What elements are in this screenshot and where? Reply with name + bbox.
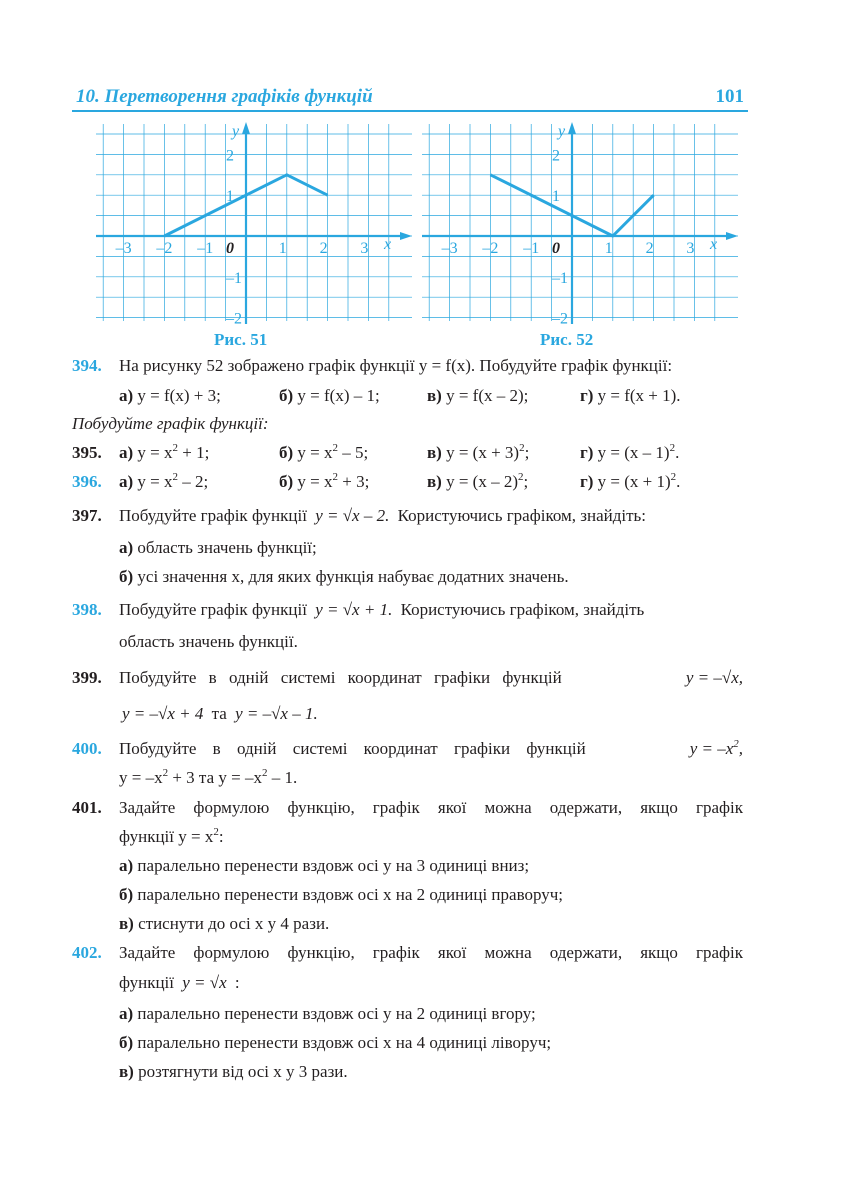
y-tick-label: –1	[226, 269, 242, 287]
exercise-394-b: б) y = f(x) – 1;	[279, 386, 380, 405]
y-axis-label: y	[558, 123, 566, 140]
exercise-402-v: в) розтягнути від осі x у 3 рази.	[119, 1062, 348, 1081]
exercise-397-text: Побудуйте графік функції	[119, 506, 307, 525]
exercise-394-number: 394.	[72, 356, 102, 375]
exercise-395-b: б) $y = x^2 - 5$;	[279, 442, 369, 462]
exercise-394-g: г) y = f(x + 1).	[580, 386, 681, 405]
y-axis-arrow	[568, 122, 576, 134]
y-tick-label: 1	[226, 188, 234, 206]
exercise-396-g: г) $y = (x + 1)^2$.	[580, 471, 681, 491]
exercise-396-v: в) y = (x – 2)$^2$;	[427, 471, 529, 491]
exercise-398-text: Побудуйте графік функції	[119, 600, 307, 619]
exercise-397-text-after: Користуючись графіком, знайдіть:	[397, 506, 647, 525]
x-tick-label: 3	[686, 240, 695, 257]
figure-51-graph	[94, 120, 414, 325]
x-axis-label: x	[384, 236, 392, 253]
instruction: Побудуйте графік функції:	[72, 414, 269, 433]
exercise-398-formula: y = √x + 1.	[315, 600, 393, 619]
exercise-402-line2	[119, 972, 240, 994]
exercise-401-b: б) паралельно перенести вздовж осі x на 2 одиниці праворуч;	[119, 885, 564, 904]
exercise-402-text: функції	[119, 973, 174, 992]
exercise-395-a: а) $y = x^2 + 1$;	[119, 442, 210, 462]
origin-label: 0	[226, 240, 234, 257]
x-tick-label: 1	[604, 240, 613, 257]
exercise-402-colon: :	[234, 973, 240, 992]
exercise-398-number: 398.	[72, 600, 102, 619]
exercise-396-b: б) $y = x^2 + 3$;	[279, 471, 370, 491]
exercise-402-formula: y = √x	[182, 973, 227, 992]
exercise-396-number: 396.	[72, 472, 102, 491]
exercise-402-a: а) паралельно перенести вздовж осі y на 2 одиниці вгору;	[119, 1004, 536, 1023]
x-tick-label: –2	[156, 240, 173, 257]
x-axis-arrow	[726, 232, 738, 240]
exercise-401-v: в) стиснути до осі x у 4 рази.	[119, 914, 330, 933]
y-tick-label: 1	[552, 188, 560, 206]
y-axis-label: y	[232, 123, 240, 140]
x-tick-label: –1	[197, 240, 214, 257]
exercise-399-formula1: y = –√x,	[685, 668, 743, 687]
chapter-title: 10. Перетворення графіків функцій	[76, 86, 373, 107]
exercise-402-b: б) паралельно перенести вздовж осі x на 4 одиниці ліворуч;	[119, 1033, 552, 1052]
exercise-400-text: Побудуйте в одній системі координат графіки функцій	[119, 739, 586, 758]
x-tick-label: 3	[360, 240, 369, 257]
x-axis-arrow	[400, 232, 412, 240]
page-header	[72, 86, 748, 112]
exercise-401-line1: Задайте формулою функцію, графік якої можна одержати, якщо графік	[119, 798, 743, 817]
y-tick-label: –2	[552, 310, 568, 325]
exercise-397-b: б) усі значення x, для яких функція набуває додатних значень.	[119, 567, 569, 586]
exercise-399-number: 399.	[72, 668, 102, 687]
x-tick-label: –2	[482, 240, 499, 257]
x-tick-label: 1	[278, 240, 287, 257]
y-axis-arrow	[242, 122, 250, 134]
x-tick-label: –1	[523, 240, 540, 257]
figure-52-caption: Рис. 52	[540, 330, 594, 349]
exercise-395-g: г) y = (x – 1)$^2$.	[580, 442, 680, 462]
page-number: 101	[715, 86, 744, 107]
x-tick-label: –3	[441, 240, 458, 257]
exercise-401-a: а) паралельно перенести вздовж осі y на 3 одиниці вниз;	[119, 856, 530, 875]
exercise-401-number: 401.	[72, 798, 102, 817]
exercise-394-text: На рисунку 52 зображено графік функції y = f(x). Побудуйте графік функції:	[119, 356, 673, 375]
exercise-394-a: а) y = f(x) + 3;	[119, 386, 221, 405]
origin-label: 0	[552, 240, 560, 257]
exercise-398-line2: область значень функції.	[119, 632, 298, 651]
y-tick-label: 2	[226, 147, 234, 165]
exercise-400-number: 400.	[72, 739, 102, 758]
exercise-394-v: в) y = f(x – 2);	[427, 386, 529, 405]
x-axis-label: x	[710, 236, 718, 253]
exercise-395-v: в) $y = (x + 3)^2$;	[427, 442, 530, 462]
x-tick-label: 2	[645, 240, 654, 257]
exercise-400-line	[119, 738, 743, 760]
exercise-397-line	[119, 505, 646, 527]
exercise-398-text-after: Користуючись графіком, знайдіть	[400, 600, 645, 619]
exercise-396-a: а) $y = x^2 - 2$;	[119, 471, 209, 491]
exercise-399-formula2: y = –√x + 4	[122, 704, 204, 723]
exercise-398-line	[119, 599, 644, 621]
exercise-395-number: 395.	[72, 443, 102, 462]
figure-51-caption: Рис. 51	[214, 330, 268, 349]
y-tick-label: 2	[552, 147, 560, 165]
y-tick-label: –2	[226, 310, 242, 325]
exercise-399-formula3: y = –√x – 1.	[235, 704, 318, 723]
exercise-402-number: 402.	[72, 943, 102, 962]
exercise-401-line2: функції $y = x^2$:	[119, 826, 224, 846]
exercise-397-formula: y = √x – 2.	[315, 506, 390, 525]
x-tick-label: –3	[115, 240, 132, 257]
exercise-399-line2	[122, 703, 318, 725]
exercise-400-formula1: $y = -x^2$,	[689, 738, 743, 758]
exercise-399-line	[119, 667, 743, 689]
y-tick-label: –1	[552, 269, 568, 287]
exercise-397-number: 397.	[72, 506, 102, 525]
exercise-399-text: Побудуйте в одній системі координат графіки функцій	[119, 668, 562, 687]
exercise-400-line2: $y = -x^2 + 3$ та $y = -x^2 - 1$.	[119, 767, 298, 787]
figure-52-graph	[420, 120, 740, 325]
exercise-399-and: та	[211, 704, 227, 723]
exercise-397-a: а) область значень функції;	[119, 538, 317, 557]
x-tick-label: 2	[319, 240, 328, 257]
exercise-402-line1: Задайте формулою функцію, графік якої можна одержати, якщо графік	[119, 943, 743, 962]
